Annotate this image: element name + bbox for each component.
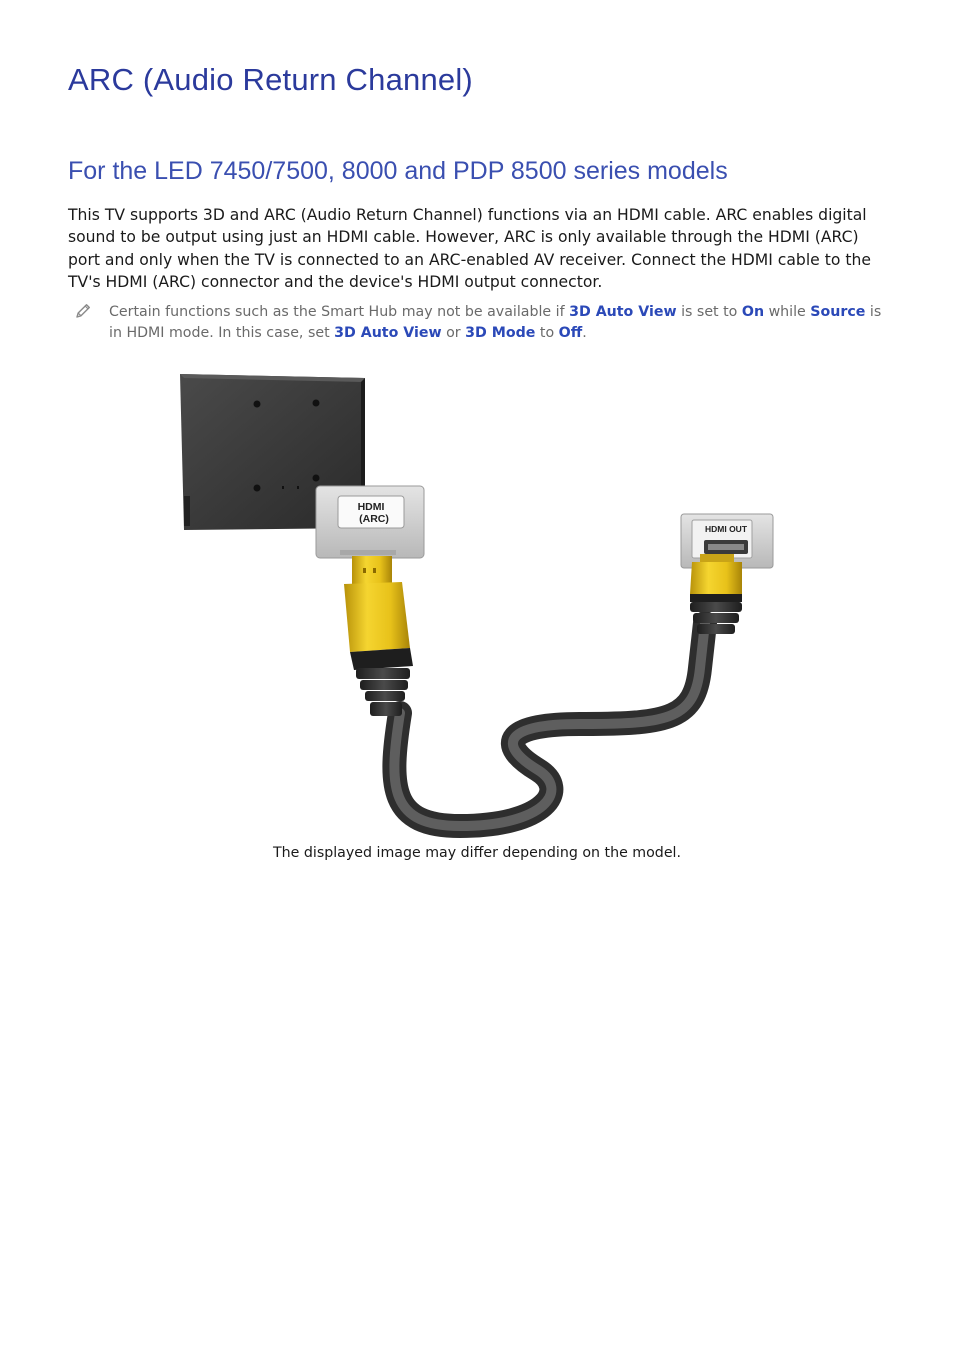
body-paragraph: This TV supports 3D and ARC (Audio Return Channel) functions via an HDMI cable. ARC enables digital sound to be output using just an HDMI cable. However, ARC is only available through the HDMI (ARC) port and only when the TV is connected to an ARC-enabled AV receiver. Connect the HDMI cable to the TV's HDMI (ARC) connector and the device's HDMI output connector. xyxy=(68,206,871,292)
hdmi-plug-tv-side xyxy=(344,556,413,716)
tv-hdmi-arc-port xyxy=(316,486,424,558)
note-text-part: . xyxy=(582,324,587,341)
menu-ref-on: On xyxy=(741,304,765,320)
note-text-part: Certain functions such as the Smart Hub may not be available if xyxy=(109,304,570,320)
menu-ref-3d-auto-view: 3D Auto View xyxy=(334,324,442,341)
section-title: For the LED 7450/7500, 8000 and PDP 8500 series models xyxy=(68,157,728,185)
menu-ref-3d-auto-view: 3D Auto View xyxy=(569,304,677,320)
note-text-part: to xyxy=(535,324,559,341)
note-text-part: is set to xyxy=(676,304,742,320)
device-port-label: HDMI OUT xyxy=(704,524,748,534)
menu-ref-off: Off xyxy=(558,324,583,341)
page-title: ARC (Audio Return Channel) xyxy=(68,62,473,97)
figure-caption: The displayed image may differ depending on the model. xyxy=(272,845,681,861)
note-text-part: while xyxy=(764,304,811,320)
note-text-part: or xyxy=(441,324,466,341)
note-text xyxy=(109,302,884,343)
menu-ref-3d-mode: 3D Mode xyxy=(465,324,536,341)
note-text-part: is in HDMI mode. In this case, set xyxy=(109,304,882,341)
hdmi-connection-illustration xyxy=(170,368,790,838)
hdmi-plug-device-side xyxy=(690,554,742,634)
menu-ref-source: Source xyxy=(810,304,866,320)
pencil-icon xyxy=(74,302,92,320)
tv-port-label-arc: (ARC) xyxy=(359,513,389,525)
tv-port-label-hdmi: HDMI xyxy=(357,501,385,513)
